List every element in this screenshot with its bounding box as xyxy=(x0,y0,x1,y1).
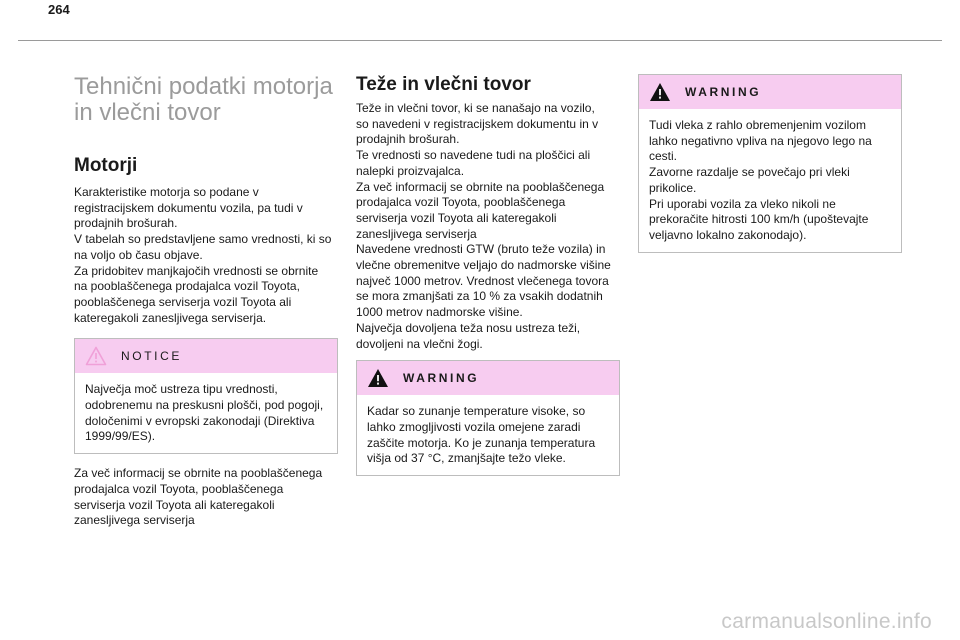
watermark-link[interactable]: carmanualsonline.info xyxy=(721,610,932,633)
warning-outline-icon xyxy=(85,346,107,366)
section-title xyxy=(74,74,338,126)
warning-header xyxy=(357,361,619,395)
warning-label: WARNING xyxy=(403,371,480,386)
section-title-line2: in vlečni tovor xyxy=(74,99,221,126)
warning-box-temperature xyxy=(356,360,620,476)
warning-filled-icon xyxy=(649,82,671,102)
warning-label: WARNING xyxy=(685,85,762,99)
page-number: 264 xyxy=(48,2,70,17)
weights-paragraph: Teže in vlečni tovor, ki se nanašajo na vozilo, so navedeni v registracijskem dokumentu in v prodajnih brošurah. Te vrednosti so navedene tudi na ploščici ali nalepki proizvajalca. Za več informacij se obrnite na pooblaščenega prodajalca vozil Toyota, pooblaščenega serviserja vozil Toyota ali kateregakoli zanesljivega serviserja Navedene vrednosti GTW (bruto teže vozila) in vlečne obremenitve veljajo do nadmorske višine največ 1000 metrov. Vrednost vlečenega tovora se mora zmanjšati za 10 % za vsakih dodatnih 1000 metrov nadmorske višine. Največja dovoljena teža nosu ustreza teži, dovoljeni na vlečni žogi. xyxy=(356,101,611,351)
column-weights-towing xyxy=(356,74,620,476)
warning-header xyxy=(639,75,901,109)
section-title-line1: Tehnični podatki motorja xyxy=(74,73,333,100)
engines-paragraph: Karakteristike motorja so podane v registracijskem dokumentu vozila, pa tudi v prodajnih brošurah. V tabelah so predstavljene samo vrednosti, ki so na voljo ob času objave. Za pridobitev manjkajočih vrednosti se obrnite na pooblaščenega prodajalca vozil Toyota, pooblaščenega serviserja vozil Toyota ali kateregakoli zanesljivega serviserja. xyxy=(74,185,332,325)
notice-box xyxy=(74,338,338,454)
column-engine-specs xyxy=(74,74,338,529)
notice-text: Največja moč ustreza tipu vrednosti, odobrenemu na preskusni plošči, pod pogoji, določenimi v evropski zakonodaji (Direktiva 1999/99/ES). xyxy=(85,382,324,444)
engines-heading: Motorji xyxy=(74,155,138,176)
warning-filled-icon xyxy=(367,368,389,388)
column-towing-warning xyxy=(638,74,902,253)
warning-text: Tudi vleka z rahlo obremenjenim vozilom lahko negativno vpliva na njegovo lego na cesti. Zavorne razdalje se povečajo pri vleki prikolice. Pri uporabi vozila za vleko nikoli ne prekoračite hitrosti 100 km/h (upoštevajte veljavno lokalno zakonodajo). xyxy=(649,118,872,242)
notice-label: NOTICE xyxy=(121,349,182,364)
weights-heading: Teže in vlečni tovor xyxy=(356,74,531,95)
notice-header xyxy=(75,339,337,373)
warning-text: Kadar so zunanje temperature visoke, so lahko zmogljivosti vozila omejene zaradi zaščite motorja. Ko je zunanja temperatura višja od 37 °C, zmanjšajte težo vleke. xyxy=(367,404,596,466)
contact-paragraph: Za več informacij se obrnite na pooblaščenega prodajalca vozil Toyota, pooblaščenega serviserja vozil Toyota ali kateregakoli zanesljivega serviserja xyxy=(74,466,323,528)
warning-box-towing xyxy=(638,74,902,253)
top-divider xyxy=(18,40,942,41)
